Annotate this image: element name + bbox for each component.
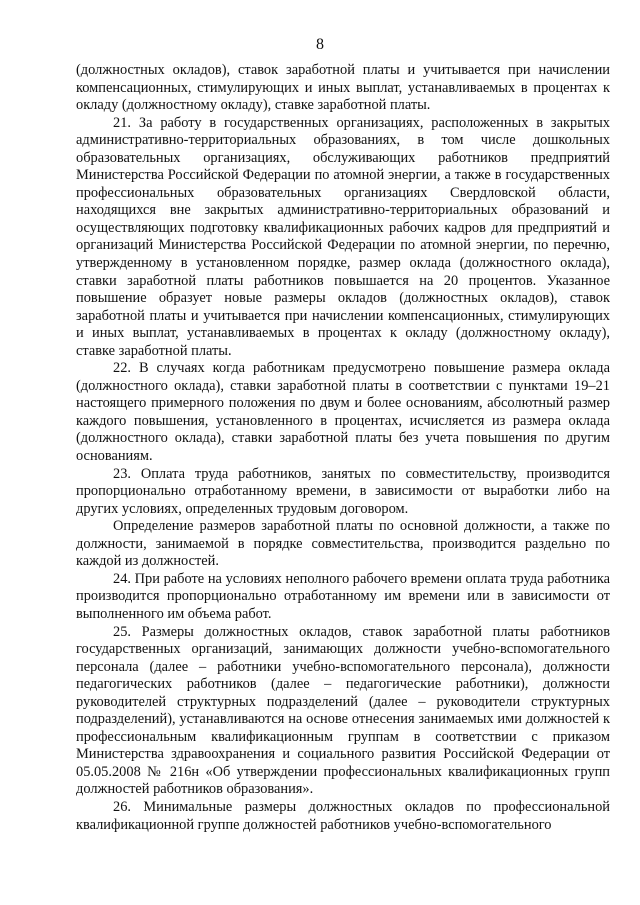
paragraph-26: 26. Минимальные размеры должностных окладов по профессиональной квалификационной группе должностей работников учебно-вспомогательного bbox=[76, 798, 610, 833]
paragraph-21: 21. За работу в государственных организациях, расположенных в закрытых административно-территориальных образованиях, в том числе дошкольных образовательных организациях, обслуживающих работников предприятий Министерства Российской Федерации по атомной энергии, а также в государственных профессиональных образовательных организациях Свердловской области, находящихся вне закрытых административно-территориальных образований и осуществляющих подготовку квалификационных рабочих кадров для предприятий и организаций Министерства Российской Федерации по атомной энергии, по перечню, утвержденному в установленном порядке, размер оклада (должностного оклада), ставки заработной платы работников повышается на 20 процентов. Указанное повышение образует новые размеры окладов (должностных окладов), ставок заработной платы и учитывается при начислении компенсационных, стимулирующих и иных выплат, устанавливаемых в процентах к окладу (должностному окладу), ставке заработной платы. bbox=[76, 114, 610, 359]
paragraph-continuation: (должностных окладов), ставок заработной платы и учитывается при начислении компенсационных, стимулирующих и иных выплат, устанавливаемых в процентах к окладу (должностному окладу), ставке заработной платы. bbox=[76, 62, 610, 114]
document-body bbox=[76, 62, 610, 834]
paragraph-24: 24. При работе на условиях неполного рабочего времени оплата труда работника производится пропорционально отработанному им времени или в зависимости от выполненного им объема работ. bbox=[76, 570, 610, 622]
paragraph-25: 25. Размеры должностных окладов, ставок заработной платы работников государственных организаций, занимающих должности учебно-вспомогательного персонала (далее – работники учебно-вспомогательного персонала), должности педагогических работников (далее – педагогические работники), должности руководителей структурных подразделений (далее – руководители структурных подразделений), устанавливаются на основе отнесения занимаемых ими должностей к профессиональным квалификационным группам в соответствии с приказом Министерства здравоохранения и социального развития Российской Федерации от 05.05.2008 № 216н «Об утверждении профессиональных квалификационных групп должностей работников образования». bbox=[76, 623, 610, 798]
page-number: 8 bbox=[316, 36, 324, 53]
paragraph-23: 23. Оплата труда работников, занятых по совместительству, производится пропорционально отработанному времени, в зависимости от выработки либо на других условиях, определенных трудовым договором. bbox=[76, 465, 610, 517]
paragraph-22: 22. В случаях когда работникам предусмотрено повышение размера оклада (должностного оклада), ставки заработной платы в соответствии с пунктами 19–21 настоящего примерного положения по двум и более основаниям, абсолютный размер каждого повышения, установленного в процентах, исчисляется из размера оклада (должностного оклада), ставки заработной платы без учета повышения по другим основаниям. bbox=[76, 360, 610, 465]
paragraph-23-continued: Определение размеров заработной платы по основной должности, а также по должности, занимаемой в порядке совместительства, производится раздельно по каждой из должностей. bbox=[76, 518, 610, 570]
